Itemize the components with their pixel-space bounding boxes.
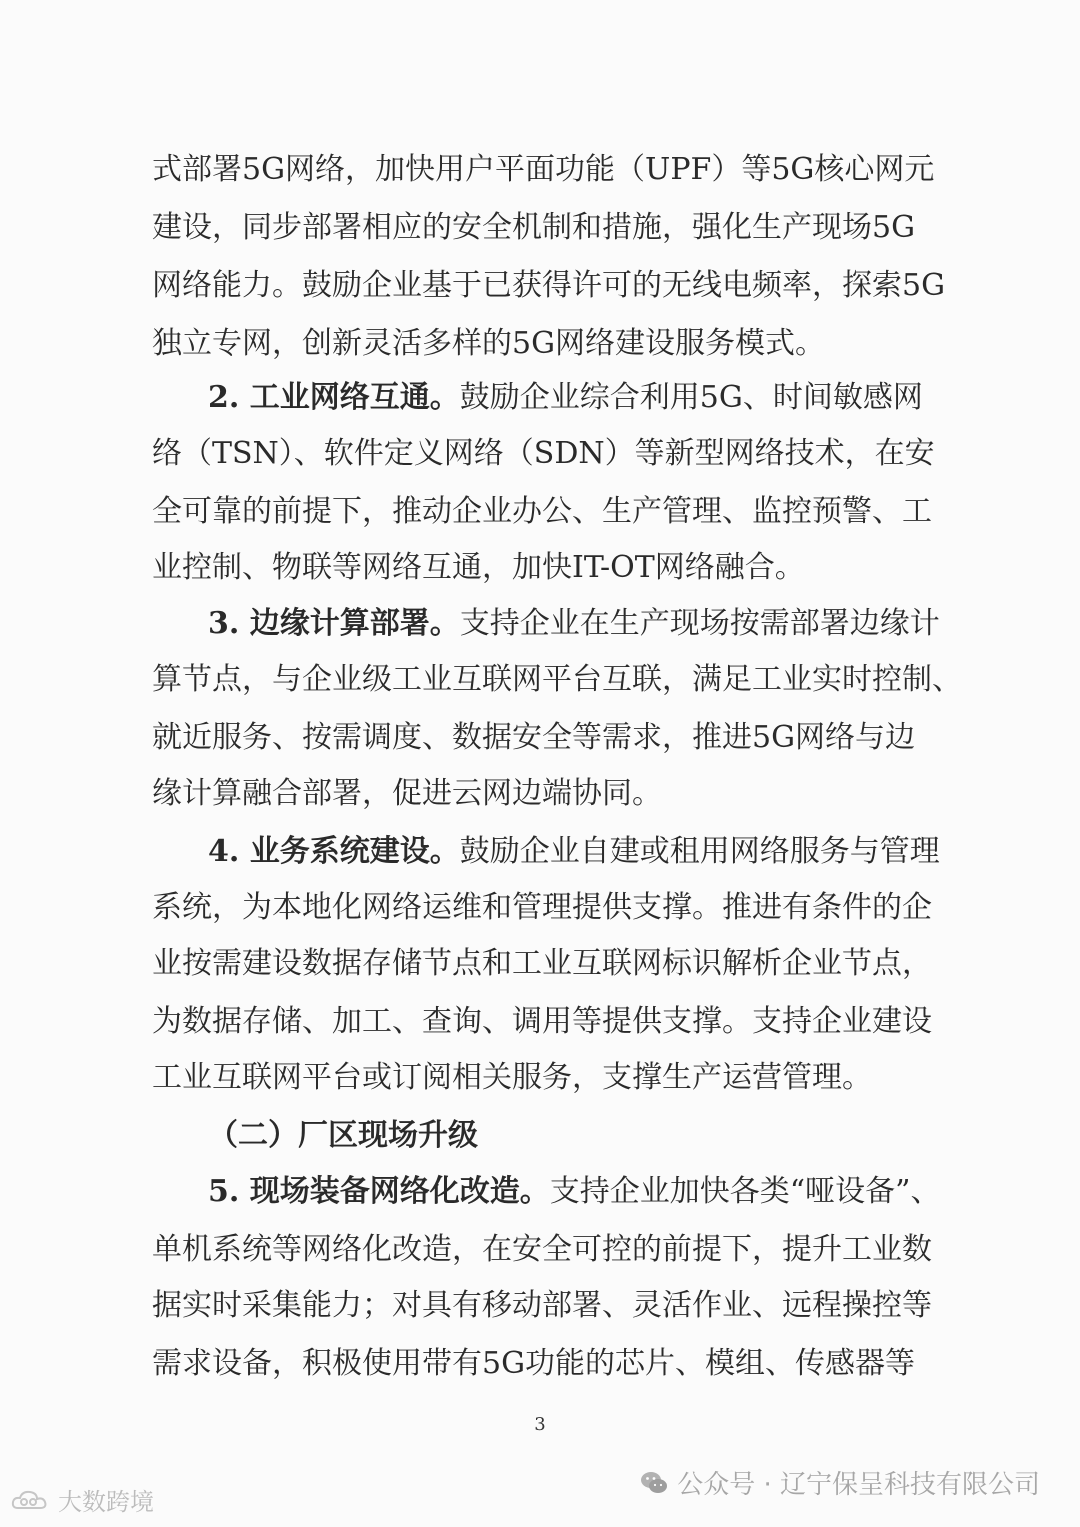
item-heading: 2. 工业网络互通。 [208, 380, 460, 415]
cloud-logo-icon [10, 1488, 54, 1512]
line-text: 就近服务、按需调度、数据安全等需求，推进5G网络与边 [152, 720, 916, 755]
line-text: 单机系统等网络化改造，在安全可控的前提下，提升工业数 [152, 1232, 932, 1267]
line-text: 鼓励企业自建或租用网络服务与管理 [459, 834, 940, 869]
wechat-icon [639, 1470, 669, 1496]
wechat-watermark [639, 1464, 1040, 1501]
item-heading: 4. 业务系统建设。 [208, 834, 460, 869]
line-text: 全可靠的前提下，推动企业办公、生产管理、监控预警、工 [152, 494, 932, 529]
line-text: 缘计算融合部署，促进云网边端协同。 [152, 776, 662, 811]
line-text: 需求设备，积极使用带有5G功能的芯片、模组、传感器等 [152, 1346, 916, 1381]
line-text: 工业互联网平台或订阅相关服务，支撑生产运营管理。 [152, 1060, 872, 1095]
section-heading: （二）厂区现场升级 [208, 1118, 478, 1153]
line-text: 为数据存储、加工、查询、调用等提供支撑。支持企业建设 [152, 1004, 932, 1039]
logo-watermark [10, 1482, 154, 1517]
line-text: 业按需建设数据存储节点和工业互联网标识解析企业节点， [152, 946, 932, 981]
line-text: 业控制、物联等网络互通，加快IT-OT网络融合。 [152, 550, 805, 585]
line-text: 独立专网，创新灵活多样的5G网络建设服务模式。 [152, 326, 826, 361]
line-text: 式部署5G网络，加快用户平面功能（UPF）等5G核心网元 [152, 152, 935, 187]
line-text: 据实时采集能力；对具有移动部署、灵活作业、远程操控等 [152, 1288, 932, 1323]
item-heading: 3. 边缘计算部署。 [208, 606, 460, 641]
line-text: 支持企业在生产现场按需部署边缘计 [459, 606, 940, 641]
line-text: 网络能力。鼓励企业基于已获得许可的无线电频率，探索5G [152, 268, 946, 303]
item-heading: 5. 现场装备网络化改造。 [208, 1174, 550, 1209]
line-text: 鼓励企业综合利用5G、时间敏感网 [459, 380, 923, 415]
page-number: 3 [534, 1414, 546, 1435]
watermark-text: 公众号 · 辽宁保呈科技有限公司 [677, 1470, 1040, 1500]
line-text: 算节点，与企业级工业互联网平台互联，满足工业实时控制、 [152, 662, 962, 697]
line-text: 系统，为本地化网络运维和管理提供支撑。推进有条件的企 [152, 890, 932, 925]
watermark-text: 大数跨境 [58, 1488, 154, 1516]
line-text: 建设，同步部署相应的安全机制和措施，强化生产现场5G [152, 210, 916, 245]
line-text: 支持企业加快各类“哑设备”、 [549, 1174, 941, 1209]
line-text: 络（TSN）、软件定义网络（SDN）等新型网络技术，在安 [152, 436, 935, 471]
